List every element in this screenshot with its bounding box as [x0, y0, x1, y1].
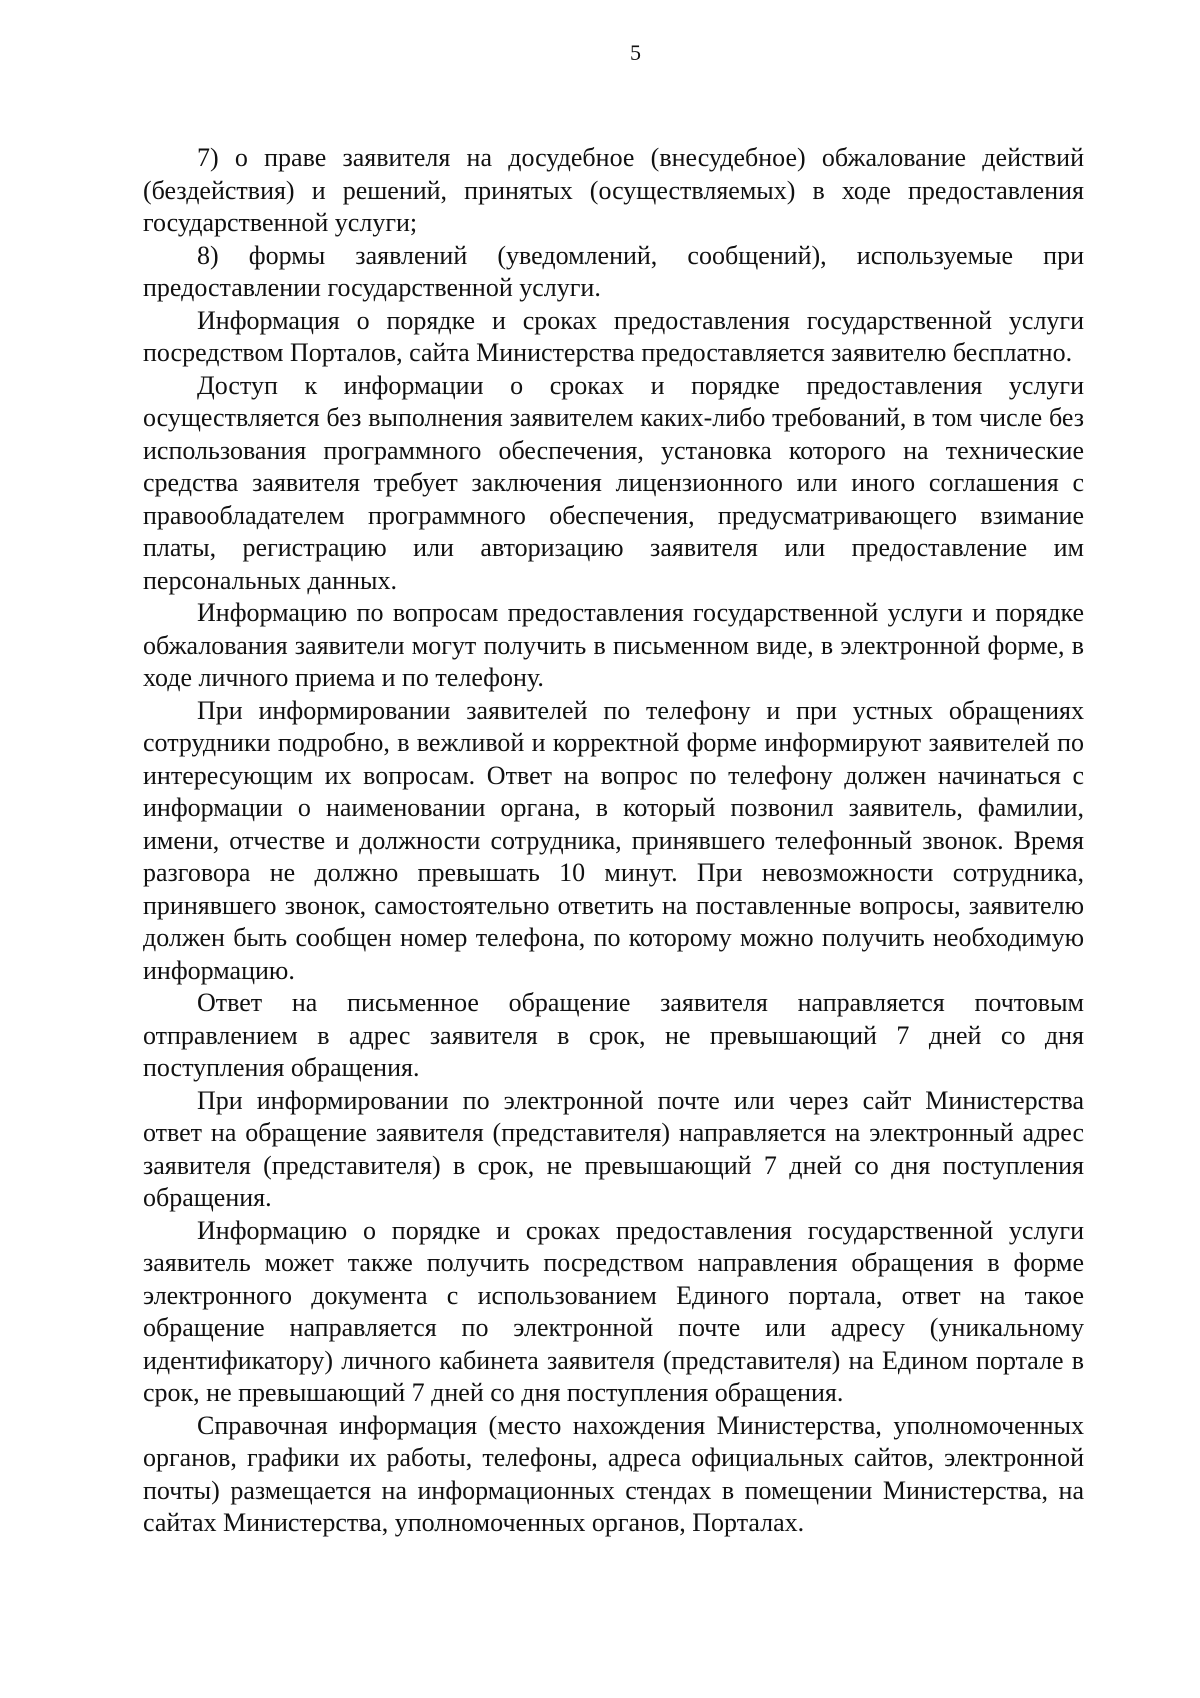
paragraph-reference-information: Справочная информация (место нахождения Министерства, уполномоченных органов, графики их работы, телефоны, адреса официальных сайтов, электронной почты) размещается на информационных стендах в помещении Министерства, на сайтах Министерства, уполномоченных органов, Порталах.	[143, 1410, 1084, 1537]
paragraph-item-7: 7) о праве заявителя на досудебное (внесудебное) обжалование действий (бездействия) и решений, принятых (осуществляемых) в ходе предоставления государственной услуги;	[143, 143, 1084, 237]
paragraph-item-8: 8) формы заявлений (уведомлений, сообщений), используемые при предоставлении государственной услуги.	[143, 240, 1084, 302]
page-number: 5	[630, 40, 641, 65]
document-body	[143, 142, 1084, 1540]
paragraph-ways-to-get-information: Информацию по вопросам предоставления государственной услуги и порядке обжалования заявители могут получить в письменном виде, в электронной форме, в ходе личного приема и по телефону.	[143, 598, 1084, 692]
paragraph-email-reply: При информировании по электронной почте или через сайт Министерства ответ на обращение заявителя (представителя) направляется на электронный адрес заявителя (представителя) в срок, не превышающий 7 дней со дня поступления обращения.	[143, 1085, 1084, 1212]
paragraph-written-reply: Ответ на письменное обращение заявителя направляется почтовым отправлением в адрес заявителя в срок, не превышающий 7 дней со дня поступления обращения.	[143, 988, 1084, 1082]
paragraph-unified-portal: Информацию о порядке и сроках предоставления государственной услуги заявитель может также получить посредством направления обращения в форме электронного документа с использованием Единого портала, ответ на такое обращение направляется по электронной почте или адресу (уникальному идентификатору) личного кабинета заявителя (представителя) на Едином портале в срок, не превышающий 7 дней со дня поступления обращения.	[143, 1215, 1084, 1407]
paragraph-access-to-information: Доступ к информации о сроках и порядке предоставления услуги осуществляется без выполнения заявителем каких-либо требований, в том числе без использования программного обеспечения, установка которого на технические средства заявителя требует заключения лицензионного или иного соглашения с правообладателем программного обеспечения, предусматривающего взимание платы, регистрацию или авторизацию заявителя или предоставление им персональных данных.	[143, 370, 1084, 595]
paragraph-free-of-charge: Информация о порядке и сроках предоставления государственной услуги посредством Порталов, сайта Министерства предоставляется заявителю бесплатно.	[143, 305, 1084, 367]
paragraph-phone-consultation: При информировании заявителей по телефону и при устных обращениях сотрудники подробно, в вежливой и корректной форме информируют заявителей по интересующим их вопросам. Ответ на вопрос по телефону должен начинаться с информации о наименовании органа, в который позвонил заявитель, фамилии, имени, отчестве и должности сотрудника, принявшего телефонный звонок. Время разговора не должно превышать 10 минут. При невозможности сотрудника, принявшего звонок, самостоятельно ответить на поставленные вопросы, заявителю должен быть сообщен номер телефона, по которому можно получить необходимую информацию.	[143, 695, 1084, 985]
